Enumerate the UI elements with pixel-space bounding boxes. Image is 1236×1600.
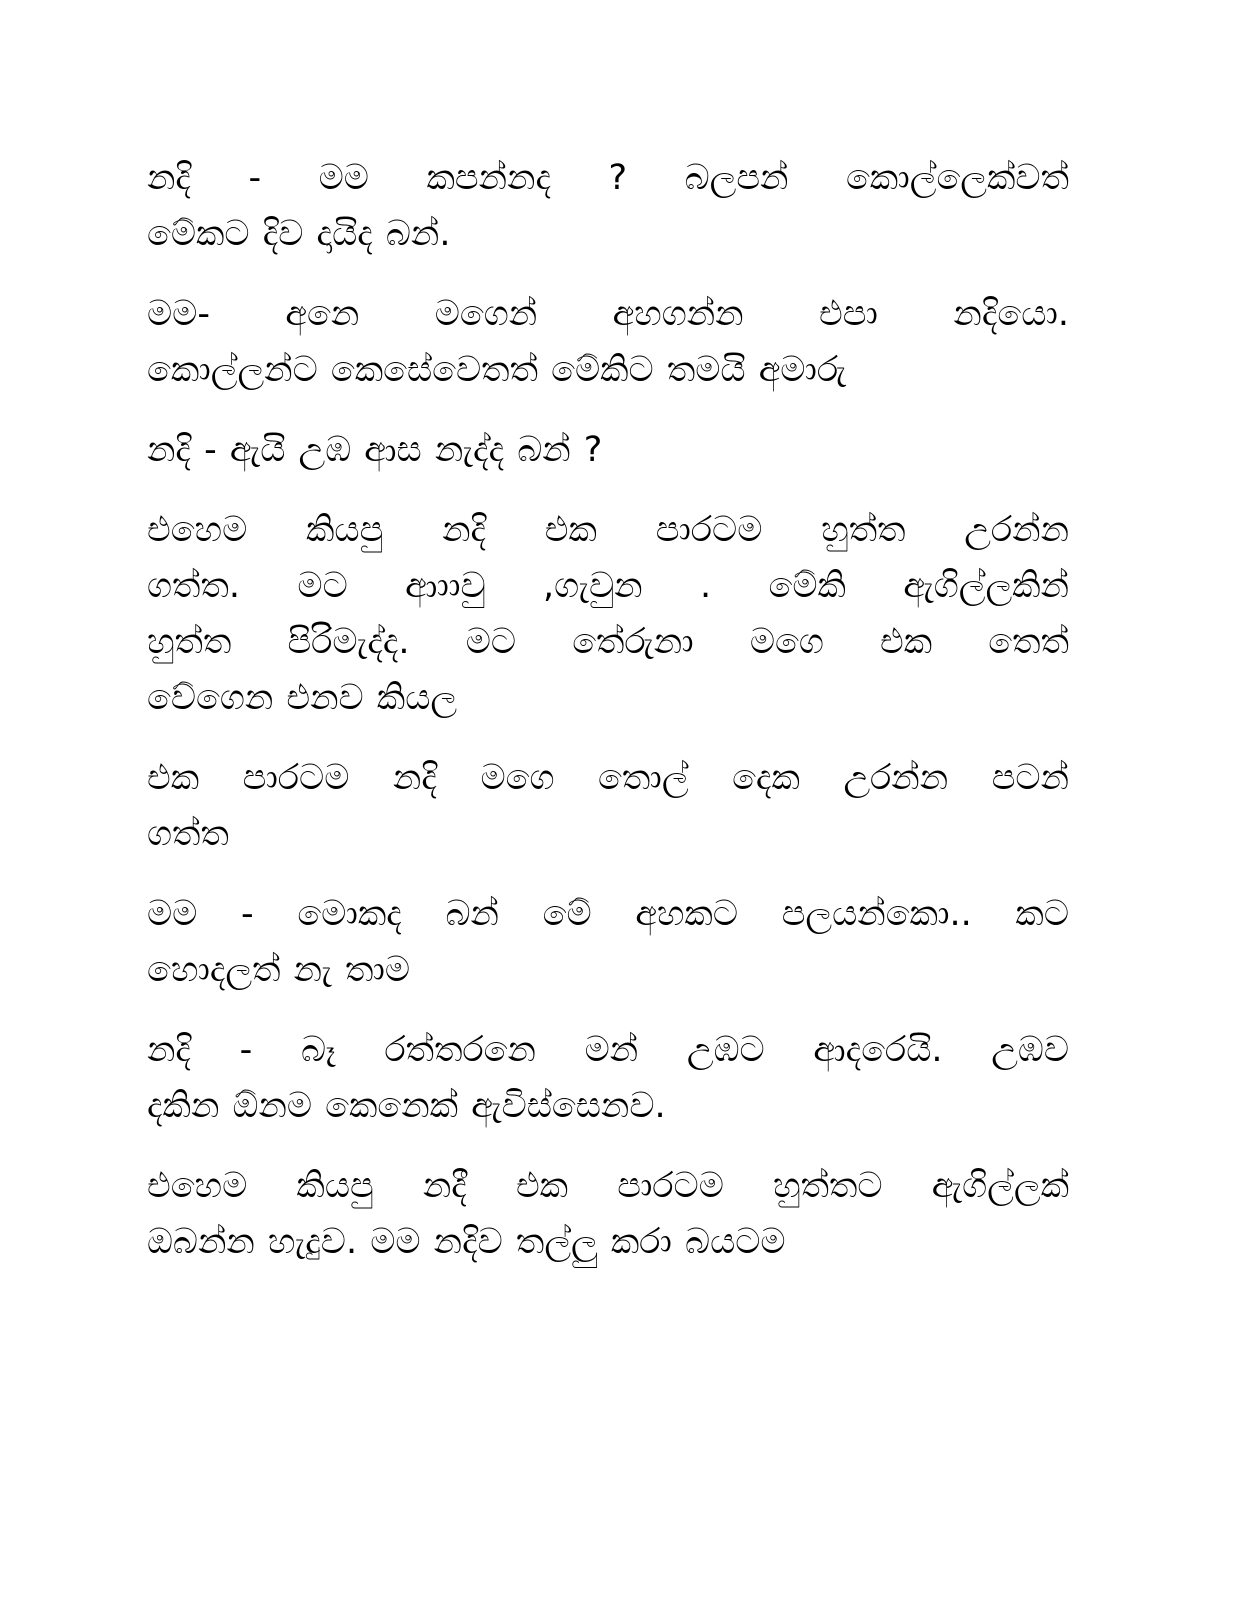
paragraph xyxy=(147,422,1069,478)
text-line: ගත්ත. මට ආාාවු ,ගැවුන . මේකි ඇගිල්ලකින් xyxy=(147,566,1069,606)
paragraph xyxy=(147,502,1069,726)
text-line: කොල්ලන්ට කෙසේවෙතත් මේකිට තමයි අමාරු xyxy=(147,350,847,390)
text-line: එක පාරටම නදි මගෙ තොල් දෙක උරන්න පටන් xyxy=(147,758,1069,798)
paragraph xyxy=(147,150,1069,262)
text-line: ගත්ත xyxy=(147,814,229,854)
story-text xyxy=(147,150,1069,1294)
text-line: නදි - බෑ රත්තරනෙ මන් උඹට ආදරෙයි. උඹව xyxy=(147,1030,1069,1070)
text-line: එහෙම කියපු නදී එක පාරටම හුත්තට ඇගිල්ලක් xyxy=(147,1166,1069,1206)
text-line: නදි - මම කපන්නද ? බලපන් කොල්ලෙක්වත් xyxy=(147,158,1069,198)
paragraph xyxy=(147,750,1069,862)
text-line: නදි - ඇයි උඹ ආස නැද්ද බන් ? xyxy=(147,430,603,470)
paragraph xyxy=(147,886,1069,998)
paragraph xyxy=(147,1158,1069,1270)
paragraph xyxy=(147,1022,1069,1134)
text-line: එහෙම කියපු නදි එක පාරටම හුත්ත උරන්න xyxy=(147,510,1069,550)
text-line: වේගෙන එනව කියල xyxy=(147,678,458,718)
text-line: හුත්ත පිරිමැද්ද. මට තේරුනා මගෙ එක තෙත් xyxy=(147,622,1069,662)
text-line: මේකට දිව දායිද බන්. xyxy=(147,214,451,254)
text-line: හොදලත් නැ තාම xyxy=(147,950,411,990)
text-line: දකින ඕනම කෙනෙක් ඇවිස්සෙනව. xyxy=(147,1086,666,1126)
paragraph xyxy=(147,286,1069,398)
text-line: මම - මොකද බන් මේ අහකට පලයන්කො.. කට xyxy=(147,894,1069,934)
text-line: මම- අනෙ මගෙන් අහගන්න එපා නදියො. xyxy=(147,294,1069,334)
text-line: ඔබන්න හැදුව. මම නදිව තල්ලු කරා බයටම xyxy=(147,1222,786,1262)
